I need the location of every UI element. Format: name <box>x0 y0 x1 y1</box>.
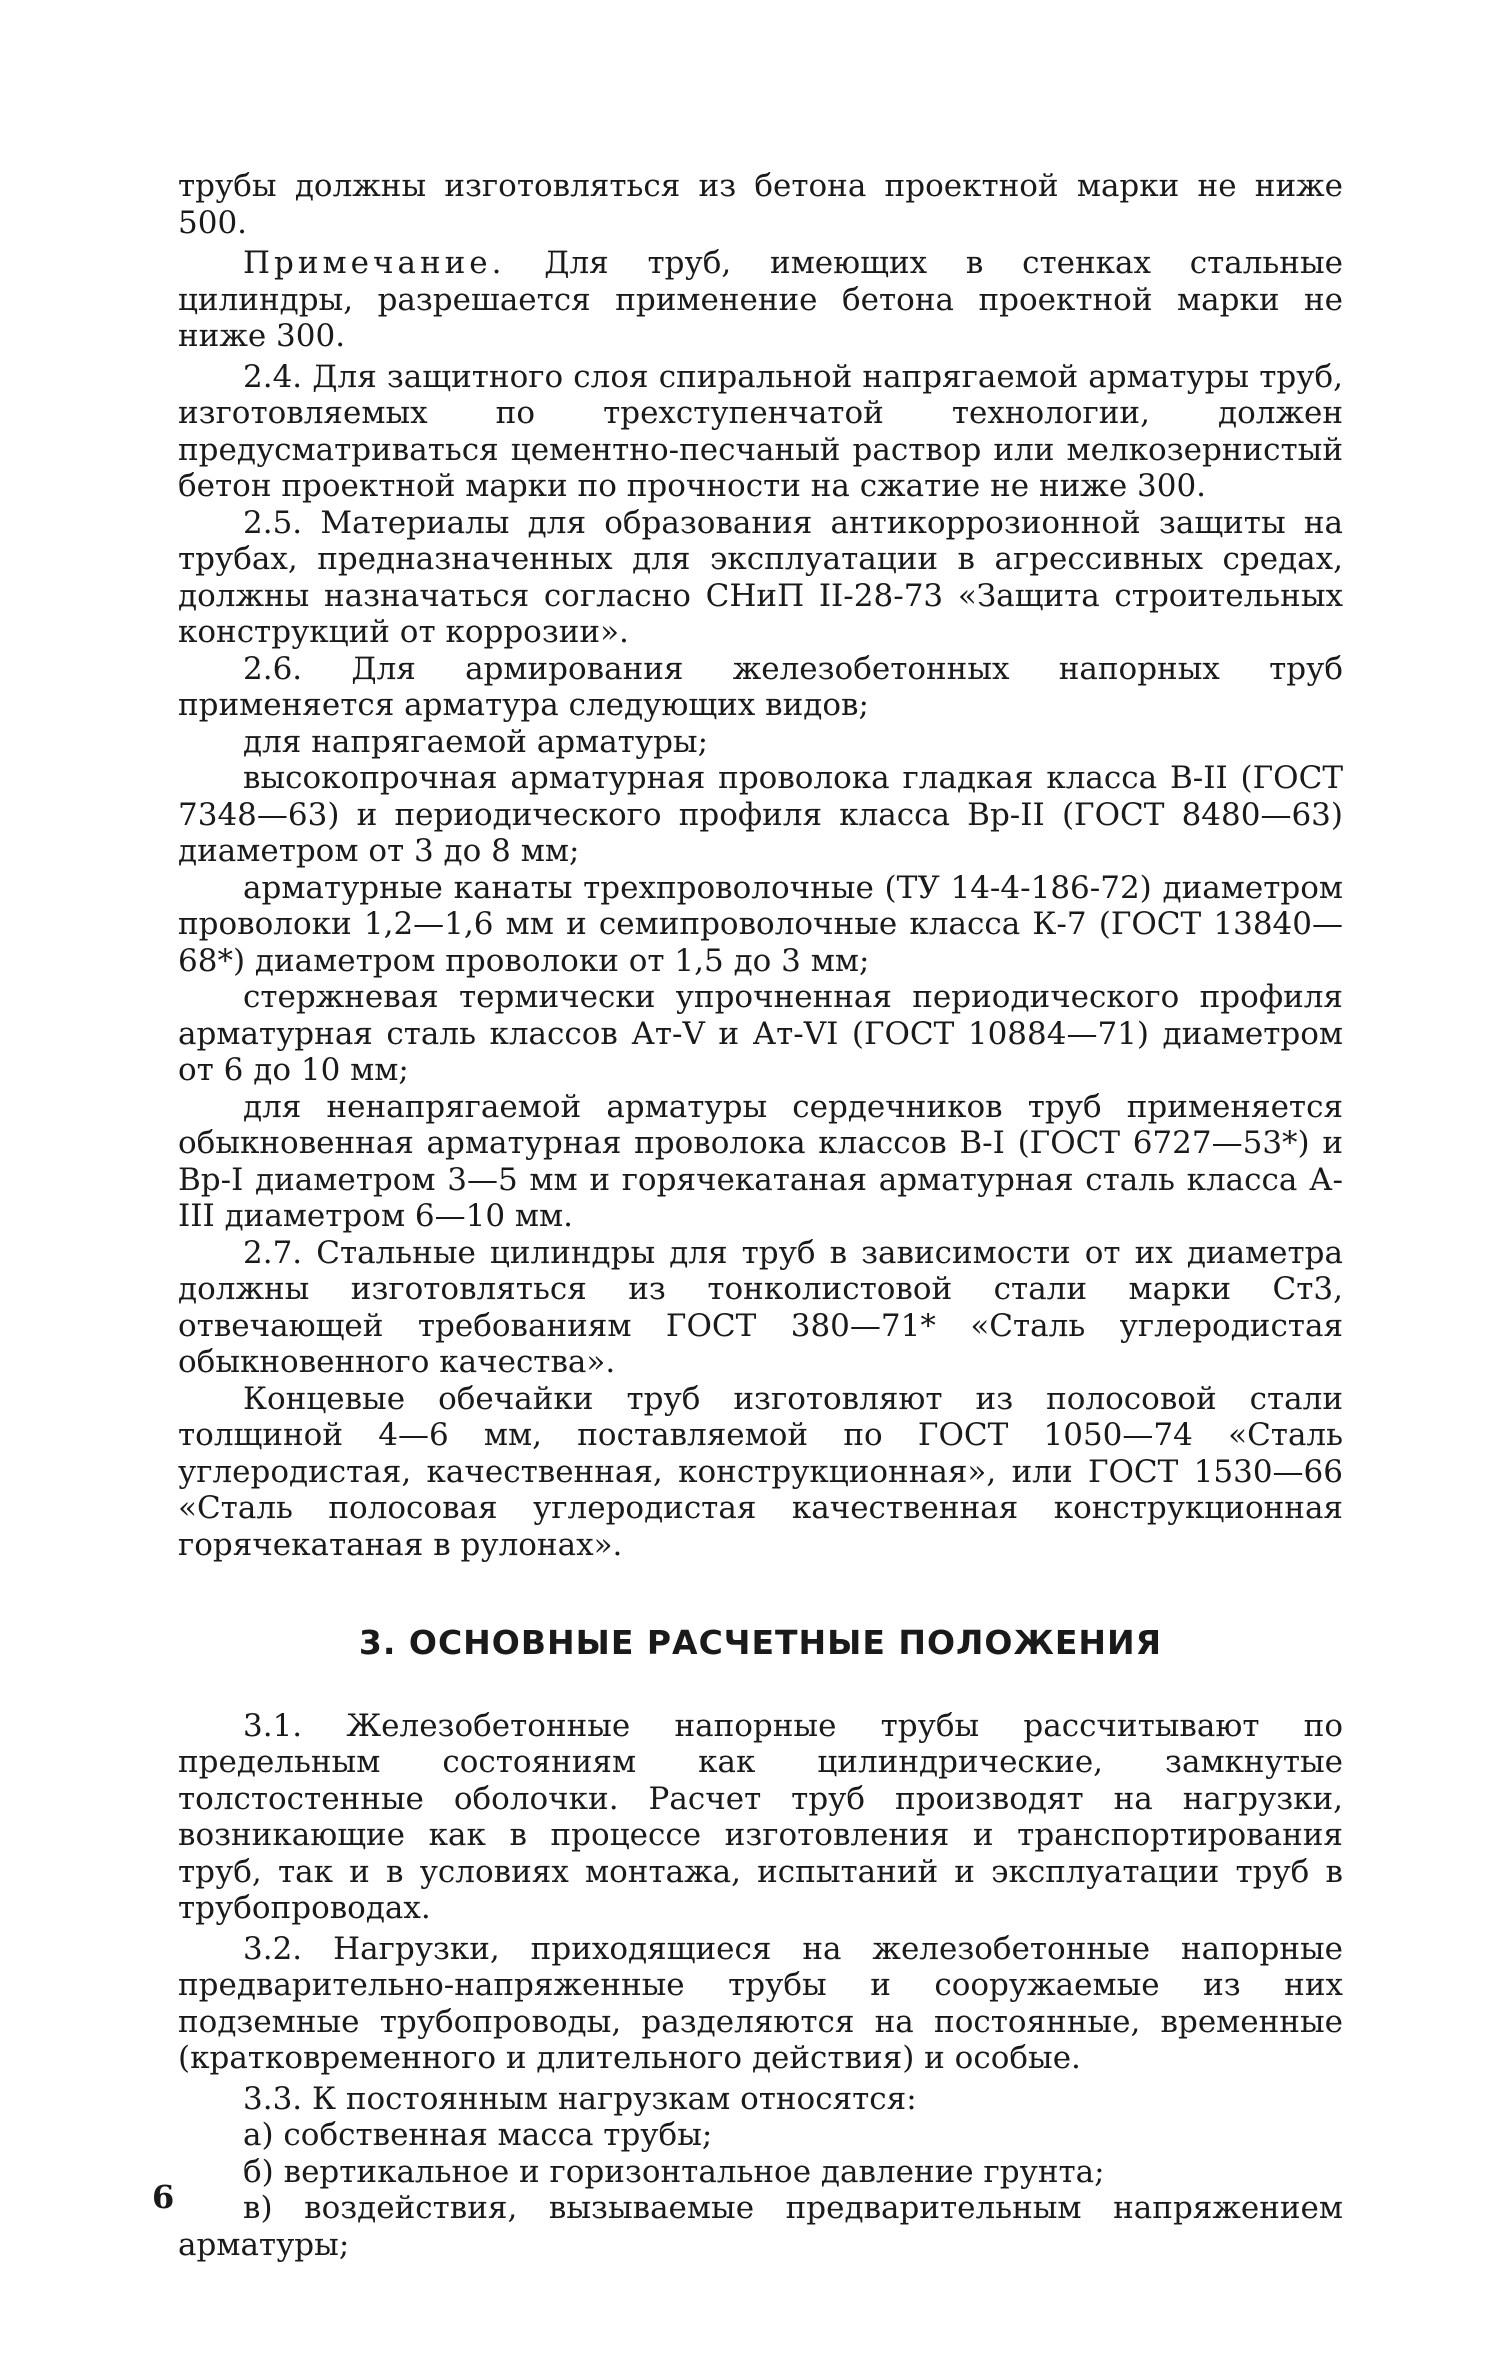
note-paragraph <box>178 245 1343 355</box>
paragraph-2-6-prestressed: для напрягаемой арматуры; <box>243 723 709 760</box>
paragraph-3-1: 3.1. Железобетонные напорные трубы рассчитывают по предельным состояниям как цилиндрические, замкнутые толстостенные оболочки. Расчет труб производят на нагрузки, возникающие как в процессе изготовления и транспортирования труб, так и в условиях монтажа, испытаний и эксплуатации труб в трубопроводах. <box>178 1707 1343 1926</box>
list-item-a: а) собственная масса трубы; <box>243 2117 713 2153</box>
paragraph-2-4: 2.4. Для защитного слоя спиральной напрягаемой арматуры труб, изготовляемых по трехступенчатой технологии, должен предусматриваться цементно-песчаный раствор или мелкозернистый бетон проектной марки по прочности на сжатие не ниже 300. <box>178 358 1343 504</box>
paragraph-2-6-rods: стержневая термически упрочненная периодического профиля арматурная сталь классов Ат-V и Ат-VI (ГОСТ 10884—71) диаметром от 6 до 10 мм; <box>178 979 1343 1088</box>
paragraph-2-7-end-rings: Концевые обечайки труб изготовляют из полосовой стали толщиной 4—6 мм, поставляемой по ГОСТ 1050—74 «Сталь углеродистая, качественная, конструкционная», или ГОСТ 1530—66 «Сталь полосовая углеродистая качественная конструкционная горячекатаная в рулонах». <box>178 1380 1343 1563</box>
paragraph-2-6-strands: арматурные канаты трехпроволочные (ТУ 14-4-186-72) диаметром проволоки 1,2—1,6 мм и семипроволочные класса К-7 (ГОСТ 13840—68*) диаметром проволоки от 1,5 до 3 мм; <box>178 869 1343 979</box>
paragraph-2-7: 2.7. Стальные цилиндры для труб в зависимости от их диаметра должны изготовляться из тонколистовой стали марки Ст3, отвечающей требованиям ГОСТ 380—71* «Сталь углеродистая обыкновенного качества». <box>178 1234 1343 1380</box>
section-heading: 3. ОСНОВНЫЕ РАСЧЕТНЫЕ ПОЛОЖЕНИЯ <box>358 1623 1163 1662</box>
paragraph-2-6: 2.6. Для армирования железобетонных напорных труб применяется арматура следующих видов; <box>178 650 1343 723</box>
paragraph-3-3: 3.3. К постоянным нагрузкам относятся: <box>243 2080 917 2117</box>
list-item-c: в) воздействия, вызываемые предварительным напряжением арматуры; <box>178 2190 1343 2263</box>
paragraph-2-5: 2.5. Материалы для образования антикоррозионной защиты на трубах, предназначенных для эксплуатации в агрессивных средах, должны назначаться согласно СНиП II-28-73 «Защита строительных конструкций от коррозии». <box>178 504 1343 650</box>
note-text: Для труб, имеющих в стенках стальные цилиндры, разрешается применение бетона проектной марки не ниже 300. <box>178 245 1343 354</box>
document-page <box>178 168 1343 2263</box>
paragraph-2-6-wire: высокопрочная арматурная проволока гладкая класса В-II (ГОСТ 7348—63) и периодического профиля класса Вр-II (ГОСТ 8480—63) диаметром от 3 до 8 мм; <box>178 760 1343 869</box>
list-item-b: б) вертикальное и горизонтальное давление грунта; <box>243 2153 1105 2190</box>
page-number: 6 <box>152 2178 175 2216</box>
note-label: Примечание. <box>243 245 506 281</box>
paragraph-concrete-grade: трубы должны изготовляться из бетона проектной марки не ниже 500. <box>178 168 1343 241</box>
paragraph-3-2: 3.2. Нагрузки, приходящиеся на железобетонные напорные предварительно-напряженные трубы и сооружаемые из них подземные трубопроводы, разделяются на постоянные, временные (кратковременного и длительного действия) и особые. <box>178 1930 1343 2076</box>
paragraph-2-6-non-prestressed: для ненапрягаемой арматуры сердечников труб применяется обыкновенная арматурная проволока классов В-I (ГОСТ 6727—53*) и Вр-I диаметром 3—5 мм и горячекатаная арматурная сталь класса А-III диаметром 6—10 мм. <box>178 1088 1343 1234</box>
